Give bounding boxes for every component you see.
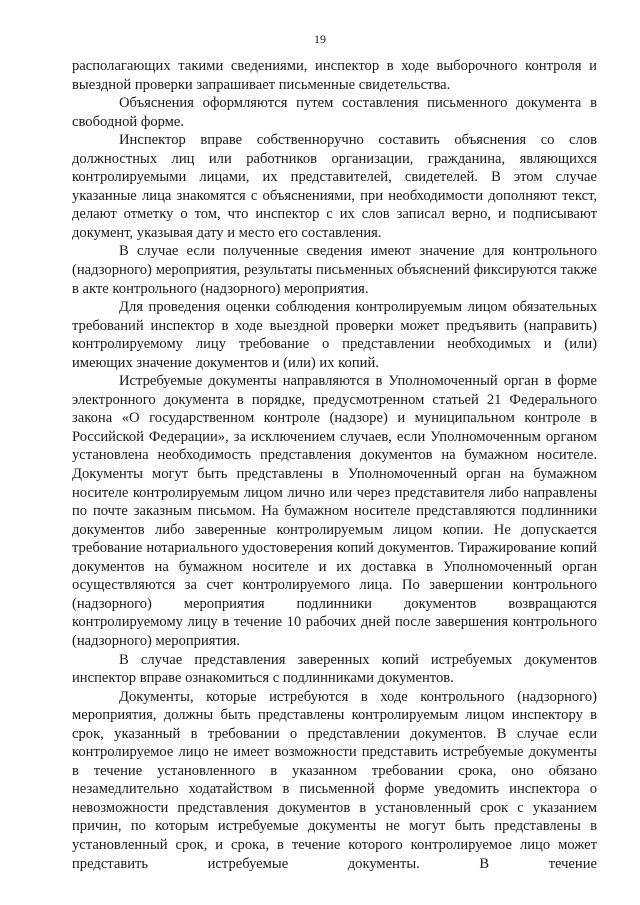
paragraph-explanations-form: Объяснения оформляются путем составления письменного документа в свободной форме.: [72, 95, 597, 130]
paragraph-requested-documents: Истребуемые документы направляются в Уполномоченный орган в форме электронного документа в порядке, предусмотренном статьей 21 Федерального закона «О государственном контроле (надзоре) и муниципальном контроле в Российской Федерации», за исключением случаев, если Уполномоченным органом установлена необходимость представления документов на бумажном носителе. Документы могут быть представлены в Уполномоченный орган на бумажном носителе контролируемым лицом лично или через представителя либо направлены по почте заказным письмом. На бумажном носителе представляются подлинники документов либо заверенные контролируемым лицом копии. Не допускается требование нотариального удостоверения копий документов. Тиражирование копий документов на бумажном носителе и их доставка в Уполномоченный орган осуществляются за счет контролируемого лица. По завершении контрольного (надзорного) мероприятия подлинники документов возвращаются контролируемому лицу в течение 10 рабочих дней после завершения контрольного (надзорного) мероприятия.: [72, 373, 597, 649]
paragraph-certified-copies: В случае представления заверенных копий истребуемых документов инспектор вправе ознакомиться с подлинниками документов.: [72, 651, 597, 687]
paragraph-submission-deadline: Документы, которые истребуются в ходе контрольного (надзорного) мероприятия, должны быть представлены контролируемым лицом инспектору в срок, указанный в требовании о представлении документов. В случае если контролируемое лицо не имеет возможности представить истребуемые документы в течение установленного в указанном требовании срока, оно обязано незамедлительно ходатайством в письменной форме уведомить инспектора о невозможности представления документов в установленный срок с указанием причин, по которым истребуемые документы не могут быть представлены в установленный срок, и срока, в течение которого контролируемое лицо может представить истребуемые документы. В течение: [72, 688, 597, 872]
document-body: [72, 57, 597, 873]
paragraph-explanations-act: В случае если полученные сведения имеют значение для контрольного (надзорного) мероприятия, результаты письменных объяснений фиксируются также в акте контрольного (надзорного) мероприятия.: [72, 243, 597, 297]
paragraph-continued: располагающих такими сведениями, инспектор в ходе выборочного контроля и выездной проверки запрашивает письменные свидетельства.: [72, 58, 597, 93]
page-number: 19: [314, 32, 326, 46]
paragraph-inspector-explanations: Инспектор вправе собственноручно составить объяснения со слов должностных лиц или работников организации, гражданина, являющихся контролируемыми лицами, их представителей, свидетелей. В этом случае указанные лица знакомятся с объяснениями, при необходимости дополняют текст, делают отметку о том, что инспектор с их слов записал верно, и подписывают документ, указывая дату и место его составления.: [72, 132, 597, 241]
paragraph-document-request: Для проведения оценки соблюдения контролируемым лицом обязательных требований инспектор в ходе выездной проверки может предъявить (направить) контролируемому лицу требование о представлении необходимых и (или) имеющих значение документов и (или) их копий.: [72, 299, 597, 371]
